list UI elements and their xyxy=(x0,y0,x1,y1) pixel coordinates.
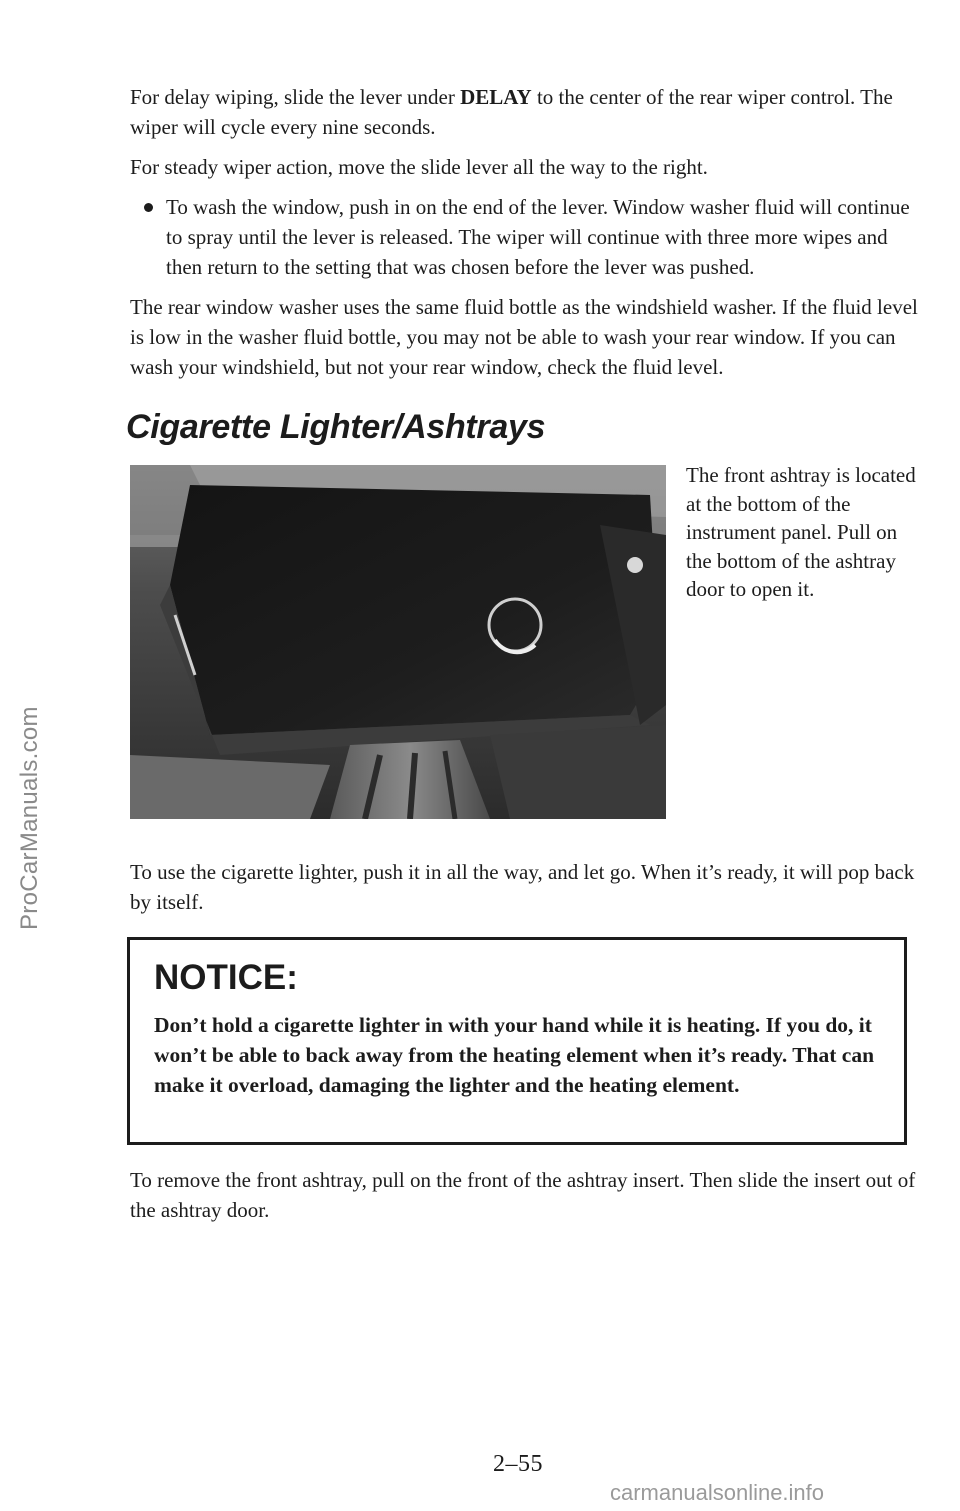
notice-title: NOTICE: xyxy=(154,958,298,997)
ashtray-photo xyxy=(130,465,666,819)
bullet-icon xyxy=(144,203,153,212)
remove-ashtray-paragraph: To remove the front ashtray, pull on the front of the ashtray insert. Then slide the insert out of the ashtray door. xyxy=(130,1168,916,1222)
delay-wiping-paragraph xyxy=(130,82,920,142)
page-number: 2–55 xyxy=(493,1451,543,1477)
delay-text-after: to the center of the rear wiper control. The wiper will cycle every nine seconds. xyxy=(130,85,893,139)
delay-label: DELAY xyxy=(460,85,532,109)
delay-text-before: For delay wiping, slide the lever under xyxy=(130,85,461,109)
steady-wiper-paragraph: For steady wiper action, move the slide lever all the way to the right. xyxy=(130,155,708,179)
rear-washer-paragraph: The rear window washer uses the same fluid bottle as the windshield washer. If the fluid level is low in the washer fluid bottle, you may not be able to wash your rear window. If you can wash your windshield, but not your rear window, check the fluid level. xyxy=(130,295,918,379)
ashtray-photo-image xyxy=(130,465,666,819)
manual-page xyxy=(126,82,920,1235)
footer-watermark: carmanualsonline.info xyxy=(610,1480,825,1505)
notice-box xyxy=(127,937,907,1145)
side-watermark: ProCarManuals.com xyxy=(16,706,43,930)
wash-window-text: To wash the window, push in on the end of the lever. Window washer fluid will continue to spray until the lever is released. The wiper will continue with three more wipes and then return to the setting that was chosen before the lever was pushed. xyxy=(166,195,910,279)
section-heading: Cigarette Lighter/Ashtrays xyxy=(126,408,546,446)
ashtray-location-text: The front ashtray is located at the bottom of the instrument panel. Pull on the bottom of the ashtray door to open it. xyxy=(686,463,916,601)
notice-body: Don’t hold a cigarette lighter in with your hand while it is heating. If you do, it won’t be able to back away from the heating element when it’s ready. That can make it overload, damaging the lighter and the heating element. xyxy=(154,1013,875,1097)
lighter-usage-paragraph: To use the cigarette lighter, push it in all the way, and let go. When it’s ready, it will pop back by itself. xyxy=(130,860,915,914)
wash-window-bullet xyxy=(130,192,920,282)
ashtray-figure-row xyxy=(130,465,920,819)
